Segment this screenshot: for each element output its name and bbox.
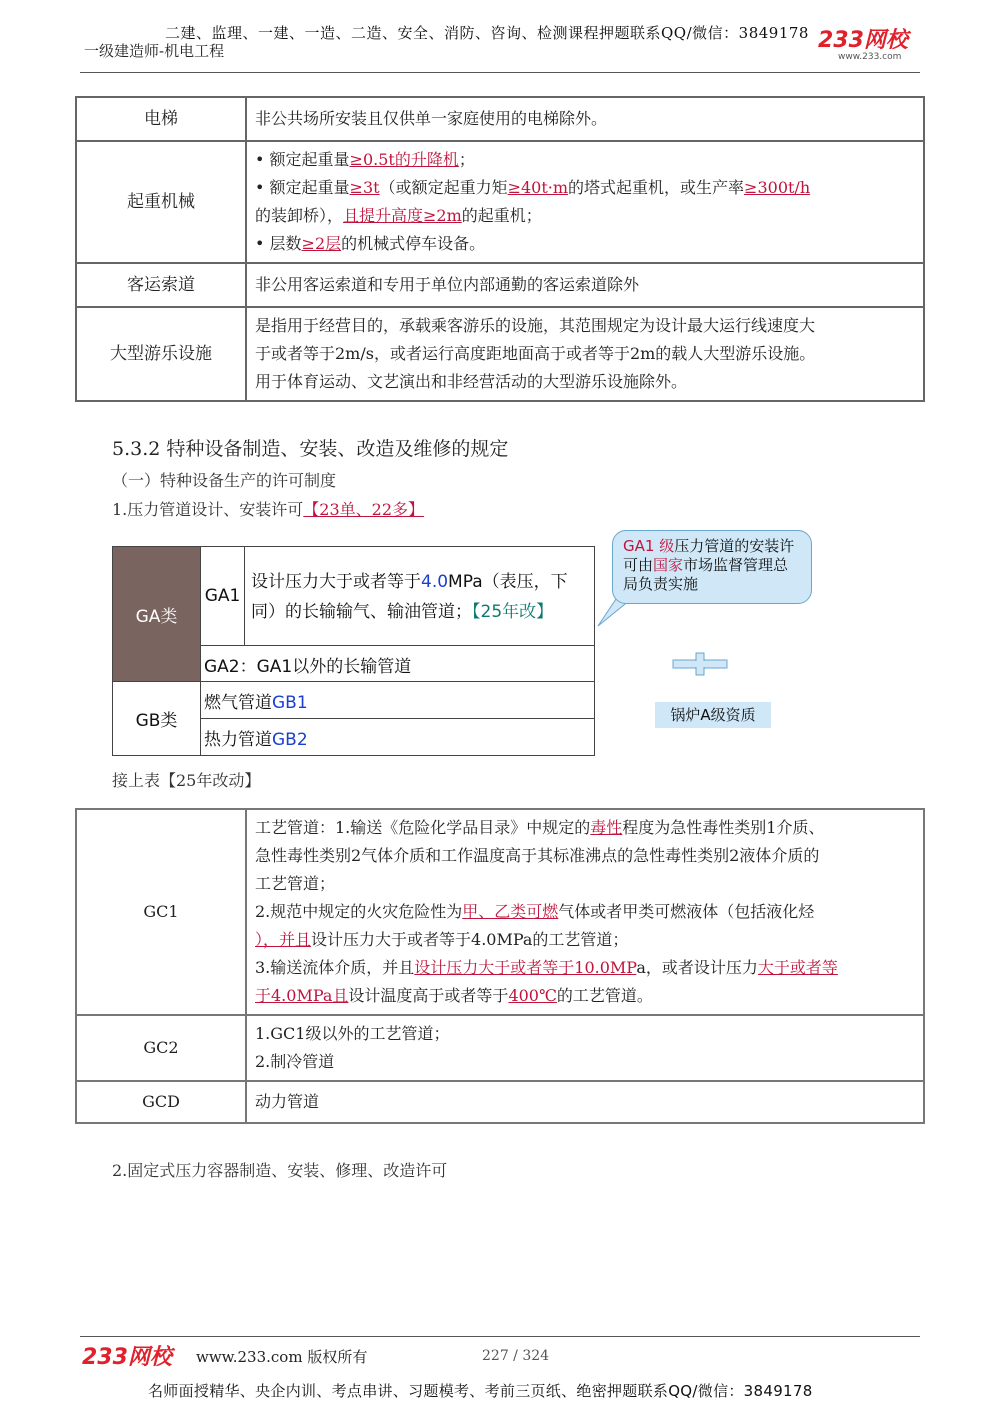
item-pressure-vessel-license: 2.固定式压力容器制造、安装、修理、改造许可 <box>112 1161 448 1180</box>
gc2-description: 1.GC1级以外的工艺管道； 2.制冷管道 <box>246 1015 924 1081</box>
gcd-label: GCD <box>76 1081 246 1123</box>
pipe-class-diagram <box>112 546 595 756</box>
table-row <box>76 97 924 141</box>
boiler-qualification-label: 锅炉A级资质 <box>655 702 771 728</box>
gb1-row: 燃气管道GB1 <box>200 681 595 719</box>
row-category: 大型游乐设施 <box>76 307 246 401</box>
item-pressure-pipe-license: 1.压力管道设计、安装许可【23单、22多】 <box>112 500 425 519</box>
row-description: 是指用于经营目的，承载乘客游乐的设施，其范围规定为设计最大运行线速度大 于或者等于2m/s，或者运行高度距地面高于或者等于2m的载人大型游乐设施。 用于体育运动、文艺演出和非经营活动的大型游乐设施除外。 <box>246 307 924 401</box>
table-row <box>76 1015 924 1081</box>
footer-contact: 名师面授精华、央企内训、考点串讲、习题模考、考前三页纸、绝密押题联系QQ/微信：3849178 <box>148 1382 813 1400</box>
row-description: 非公用客运索道和专用于单位内部通勤的客运索道除外 <box>246 263 924 307</box>
row-category: 客运索道 <box>76 263 246 307</box>
gc1-description: 工艺管道：1.输送《危险化学品目录》中规定的毒性程度为急性毒性类别1介质、 急性毒性类别2气体介质和工作温度高于其标准沸点的急性毒性类别2液体介质的 工艺管道； 2.规范中规定的火灾危险性为甲、乙类可燃气体或者甲类可燃液体（包括液化烃 ），并且设计压力大于或者等于4.0MPa的工艺管道； 3.输送流体介质，并且设计压力大于或者等于10.0MPa，或者设计压力大于或者等 于4.0MPa且设计温度高于或者等于400℃的工艺管道。 <box>246 809 924 1015</box>
row-description: 非公共场所安装且仅供单一家庭使用的电梯除外。 <box>246 97 924 141</box>
page-number: 227 / 324 <box>482 1348 550 1364</box>
gc1-label: GC1 <box>76 809 246 1015</box>
gb2-row: 热力管道GB2 <box>200 718 595 756</box>
table-row <box>76 263 924 307</box>
header-subtitle: 一级建造师-机电工程 <box>84 42 225 60</box>
ga1-callout: GA1 级压力管道的安装许可由国家市场监督管理总局负责实施 <box>612 530 812 604</box>
header-logo <box>818 30 908 62</box>
subsection-title: （一）特种设备生产的许可制度 <box>112 471 337 490</box>
special-equipment-table <box>75 96 925 402</box>
gc-pipe-table <box>75 808 925 1124</box>
ga1-description: 设计压力大于或者等于4.0MPa（表压，下同）的长输输气、输油管道；【25年改】 <box>244 546 595 646</box>
footer-copyright: www.233.com 版权所有 <box>196 1348 368 1366</box>
equivalence-icon <box>672 652 728 678</box>
header-contact: 二建、监理、一建、一造、二造、安全、消防、咨询、检测课程押题联系QQ/微信：3849178 <box>165 24 809 42</box>
gb-class-label: GB类 <box>112 681 201 756</box>
gc2-label: GC2 <box>76 1015 246 1081</box>
header-logo-text: 233网校 <box>818 28 908 53</box>
row-category: 电梯 <box>76 97 246 141</box>
ga2-description: GA2：GA1以外的长输管道 <box>200 645 595 682</box>
ga-class-label: GA类 <box>112 546 201 682</box>
section-heading: 5.3.2 特种设备制造、安装、改造及维修的规定 <box>112 438 509 460</box>
footer-divider <box>80 1336 920 1337</box>
exam-tag: 【23单、22多】 <box>303 500 425 519</box>
header-logo-url: www.233.com <box>838 52 902 62</box>
ga1-label: GA1 <box>200 546 245 646</box>
header-divider <box>80 72 920 73</box>
table-row <box>76 809 924 1015</box>
row-category: 起重机械 <box>76 141 246 263</box>
table-row <box>76 141 924 263</box>
table-row <box>76 307 924 401</box>
gcd-description: 动力管道 <box>246 1081 924 1123</box>
footer-logo: 233网校 <box>82 1345 172 1370</box>
table-row <box>76 1081 924 1123</box>
table-continue-label: 接上表【25年改动】 <box>112 771 261 790</box>
row-description: • 额定起重量≥0.5t的升降机； • 额定起重量≥3t（或额定起重力矩≥40t·m的塔式起重机，或生产率≥300t/h 的装卸桥），且提升高度≥2m的起重机； • 层数≥2层的机械式停车设备。 <box>246 141 924 263</box>
